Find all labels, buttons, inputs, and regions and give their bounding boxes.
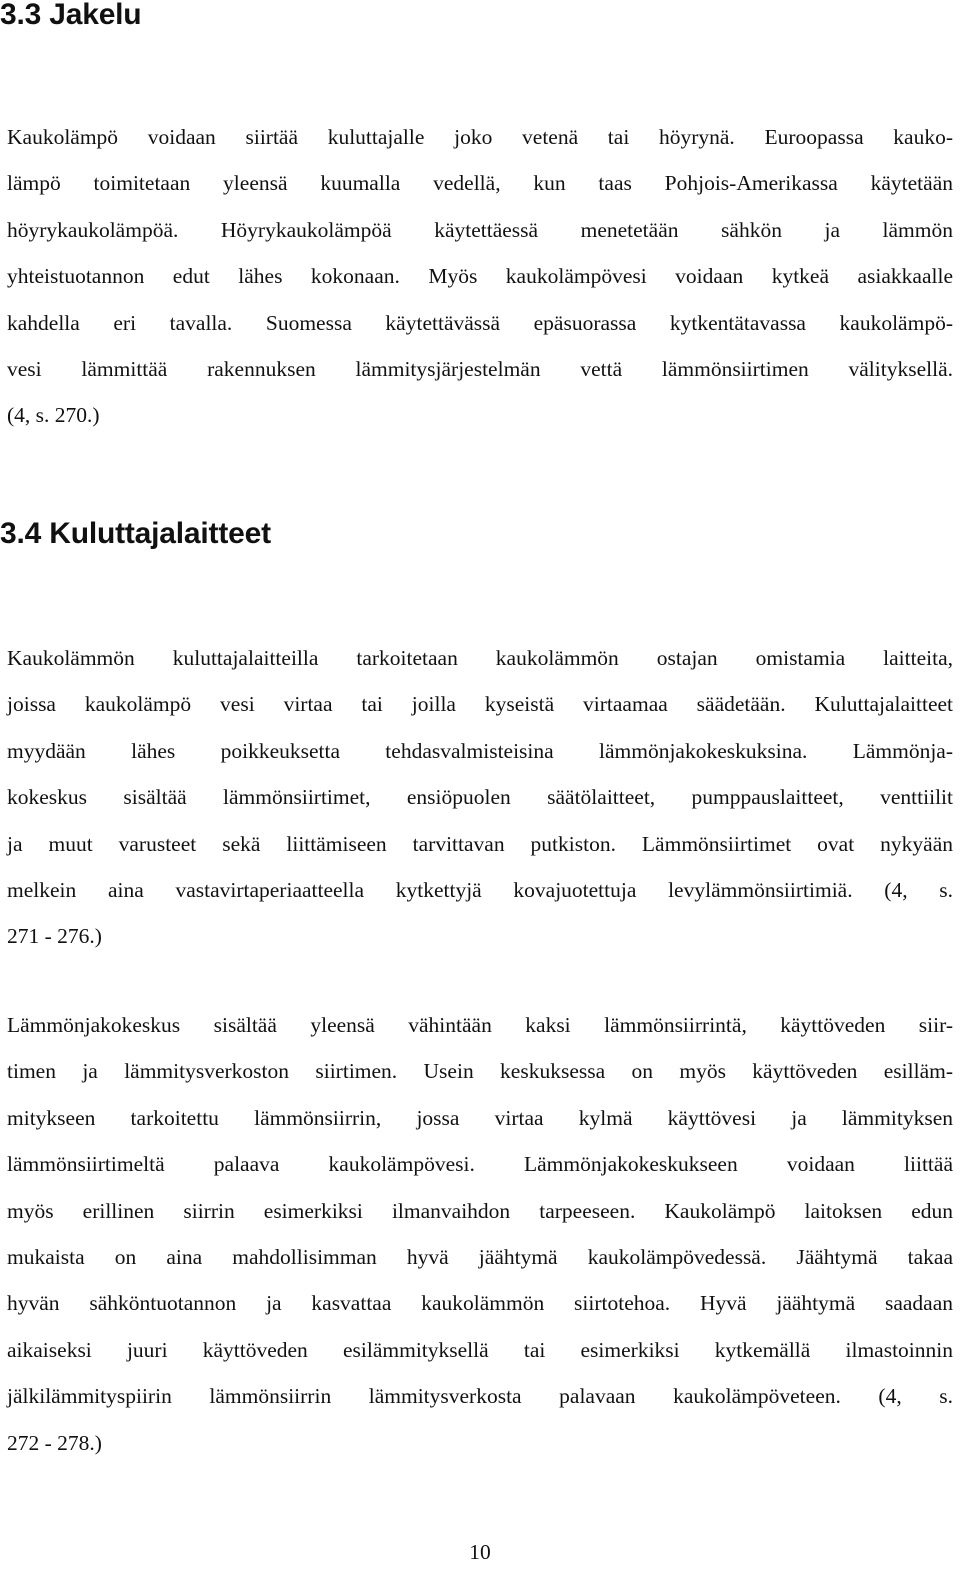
text-line: ja muut varusteet sekä liittämiseen tarvittavan putkiston. Lämmönsiirtimet ovat nykyään [7, 831, 953, 856]
text-line: hyvän sähköntuotannon ja kasvattaa kaukolämmön siirtotehoa. Hyvä jäähtymä saadaan [7, 1291, 953, 1316]
text-line: kokeskus sisältää lämmönsiirtimet, ensiöpuolen säätölaitteet, pumppauslaitteet, venttiilit [7, 785, 953, 810]
text-line: myydään lähes poikkeuksetta tehdasvalmisteisina lämmönjakokeskuksina. Lämmönja- [7, 738, 953, 763]
text-line: 271 - 276.) [7, 924, 102, 949]
section-heading-jakelu: 3.3 Jakelu [0, 0, 142, 31]
text-line: mitykseen tarkoitettu lämmönsiirrin, jossa virtaa kylmä käyttövesi ja lämmityksen [7, 1105, 953, 1130]
text-line: yhteistuotannon edut lähes kokonaan. Myös kaukolämpövesi voidaan kytkeä asiakkaalle [7, 264, 953, 289]
text-line: 272 - 278.) [7, 1430, 102, 1455]
text-line: höyrykaukolämpöä. Höyrykaukolämpöä käytettäessä menetetään sähkön ja lämmön [7, 217, 953, 242]
text-line: Kaukolämmön kuluttajalaitteilla tarkoitetaan kaukolämmön ostajan omistamia laitteita, [7, 646, 953, 670]
text-line: (4, s. 270.) [7, 403, 100, 428]
page-number: 10 [469, 1540, 491, 1564]
text-line: kahdella eri tavalla. Suomessa käytettävässä epäsuorassa kytkentätavassa kaukolämpö- [7, 310, 953, 335]
text-line: joissa kaukolämpö vesi virtaa tai joilla kyseistä virtaamaa säädetään. Kuluttajalaitteet [7, 692, 953, 717]
paragraph-kuluttajalaitteet-1 [7, 635, 953, 960]
text-line: lämmönsiirtimeltä palaava kaukolämpövesi. Lämmönjakokeskukseen voidaan liittää [7, 1152, 953, 1177]
text-line: vesi lämmittää rakennuksen lämmitysjärjestelmän vettä lämmönsiirtimen välityksellä. [7, 357, 953, 382]
text-line: myös erillinen siirrin esimerkiksi ilmanvaihdon tarpeeseen. Kaukolämpö laitoksen edun [7, 1198, 953, 1223]
text-line: timen ja lämmitysverkoston siirtimen. Usein keskuksessa on myös käyttöveden esilläm- [7, 1059, 953, 1084]
paragraph-jakelu [7, 114, 953, 439]
text-line: aikaiseksi juuri käyttöveden esilämmityksellä tai esimerkiksi kytkemällä ilmastoinnin [7, 1337, 953, 1362]
text-line: Kaukolämpö voidaan siirtää kuluttajalle joko vetenä tai höyrynä. Euroopassa kauko- [7, 125, 953, 149]
text-line: lämpö toimitetaan yleensä kuumalla vedellä, kun taas Pohjois-Amerikassa käytetään [7, 171, 953, 196]
text-line: Lämmönjakokeskus sisältää yleensä vähintään kaksi lämmönsiirrintä, käyttöveden siir- [7, 1013, 953, 1037]
text-line: mukaista on aina mahdollisimman hyvä jäähtymä kaukolämpövedessä. Jäähtymä takaa [7, 1245, 953, 1270]
paragraph-kuluttajalaitteet-2 [7, 1002, 953, 1466]
text-line: melkein aina vastavirtaperiaatteella kytkettyjä kovajuotettuja levylämmönsiirtimiä. (4, s. [7, 878, 953, 903]
text-line: jälkilämmityspiirin lämmönsiirrin lämmitysverkosta palavaan kaukolämpöveteen. (4, s. [7, 1384, 953, 1409]
section-heading-kuluttajalaitteet: 3.4 Kuluttajalaitteet [0, 517, 271, 550]
